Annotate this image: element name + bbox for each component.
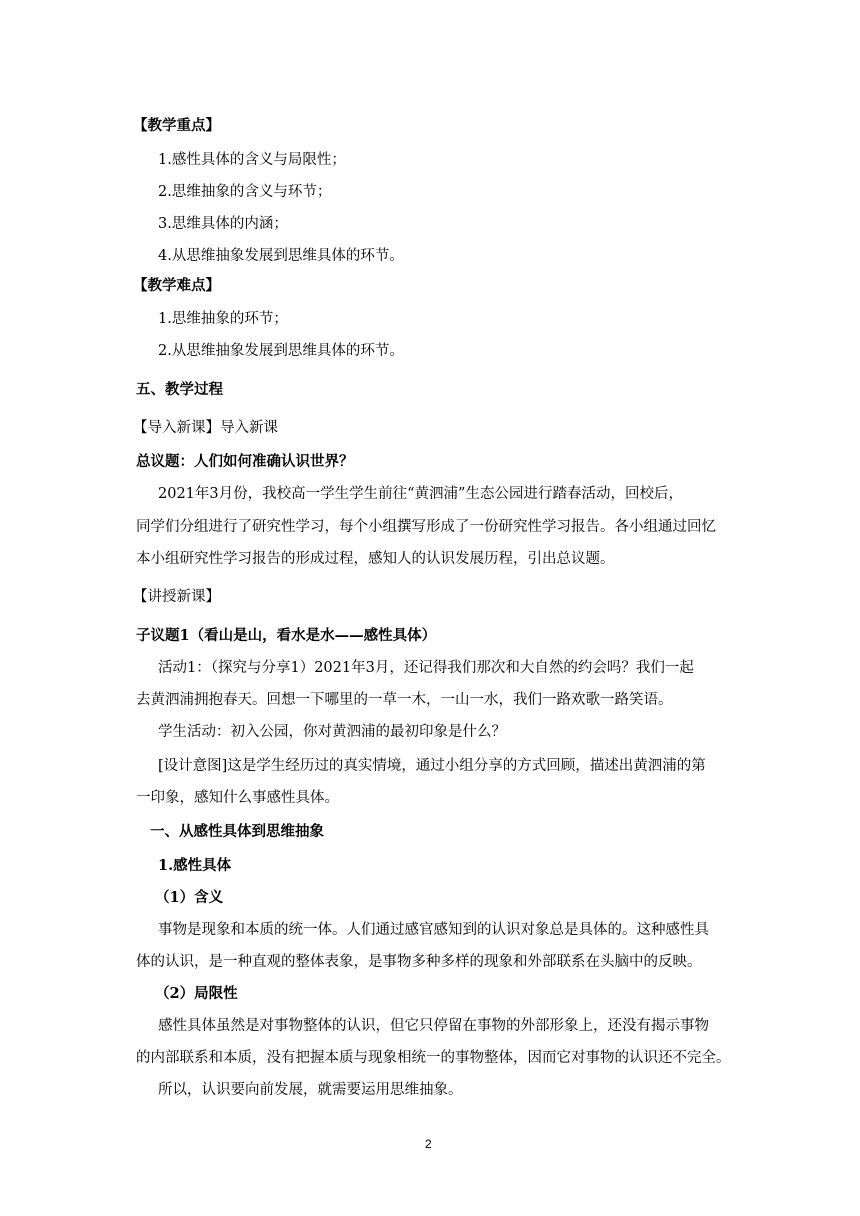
key-point-item: 4.从思维抽象发展到思维具体的环节。 — [158, 248, 404, 264]
page-number: 2 — [425, 1137, 432, 1151]
design-intent-line: [设计意图]这是学生经历过的真实情境，通过小组分享的方式回顾，描述出黄泗浦的第 — [158, 758, 706, 774]
point-one-heading: 1.感性具体 — [158, 857, 232, 874]
limit-text-line: 感性具体虽然是对事物整体的认识，但它只停留在事物的外部形象上，还没有揭示事物 — [158, 1018, 709, 1034]
sub-topic: 子议题1（看山是山，看水是水——感性具体） — [136, 627, 437, 644]
main-topic: 总议题：人们如何准确认识世界？ — [136, 453, 354, 470]
difficulty-item: 2.从思维抽象发展到思维具体的环节。 — [158, 343, 404, 359]
intro-paragraph-line: 同学们分组进行了研究性学习，每个小组撰写形成了一份研究性学习报告。各小组通过回忆 — [136, 519, 716, 535]
lecture-tag: 【讲授新课】 — [133, 589, 220, 605]
student-activity: 学生活动：初入公园，你对黄泗浦的最初印象是什么？ — [158, 724, 506, 740]
key-point-item: 2.思维抽象的含义与环节； — [158, 184, 332, 200]
key-points-heading: 【教学重点】 — [133, 117, 220, 134]
difficulty-item: 1.思维抽象的环节； — [158, 311, 288, 327]
key-point-item: 1.感性具体的含义与局限性； — [158, 152, 346, 168]
intro-paragraph-line: 2021年3月份，我校高一学生学生前往“黄泗浦”生态公园进行踏春活动，回校后， — [158, 486, 683, 502]
difficulties-heading: 【教学难点】 — [133, 277, 220, 294]
intro-paragraph-line: 本小组研究性学习报告的形成过程，感知人的认识发展历程，引出总议题。 — [136, 551, 615, 567]
intro-tag: 【导入新课】导入新课 — [133, 420, 278, 436]
limit-text-line: 的内部联系和本质，没有把握本质与现象相统一的事物整体，因而它对事物的认识还不完全。 — [136, 1050, 731, 1066]
process-heading: 五、教学过程 — [136, 381, 223, 398]
meaning-text-line: 体的认识，是一种直观的整体表象，是事物多种多样的现象和外部联系在头脑中的反映。 — [136, 954, 702, 970]
activity-line: 活动1：（探究与分享1）2021年3月，还记得我们那次和大自然的约会吗？我们一起 — [158, 660, 694, 676]
key-point-item: 3.思维具体的内涵； — [158, 216, 288, 232]
part-one-heading: 一、从感性具体到思维抽象 — [150, 823, 324, 840]
design-intent-line: 一印象，感知什么事感性具体。 — [136, 790, 339, 806]
activity-line: 去黄泗浦拥抱春天。回想一下哪里的一草一木，一山一水，我们一路欢歌一路笑语。 — [136, 692, 673, 708]
conclusion: 所以，认识要向前发展，就需要运用思维抽象。 — [158, 1082, 463, 1098]
meaning-text-line: 事物是现象和本质的统一体。人们通过感官感知到的认识对象总是具体的。这种感性具 — [158, 922, 709, 938]
limit-heading: （2）局限性 — [155, 985, 238, 1002]
meaning-heading: （1）含义 — [155, 889, 224, 906]
